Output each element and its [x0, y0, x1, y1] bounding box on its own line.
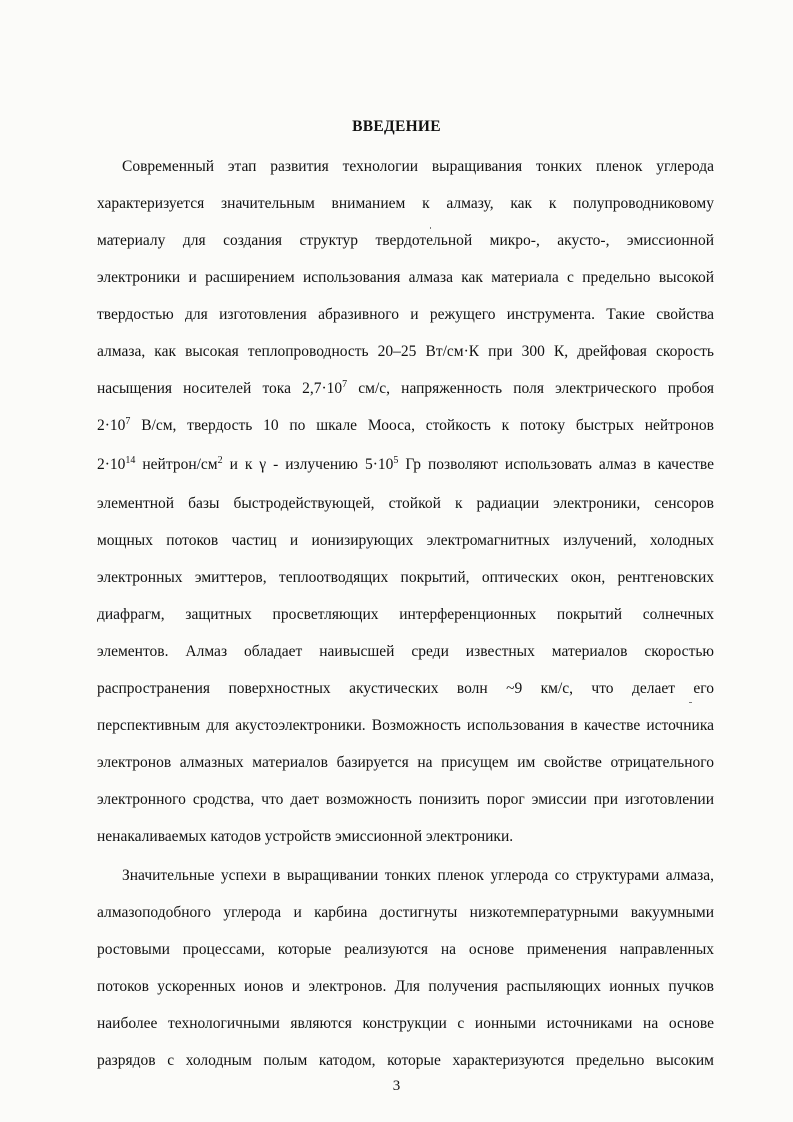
text-segment: 2·10 [97, 417, 126, 434]
text-line: разрядов с холодным полым катодом, которые характеризуются предельно высоким [97, 1052, 714, 1069]
text-line: мощных потоков частиц и ионизирующих электромагнитных излучений, холодных [97, 532, 714, 549]
text-line: наиболее технологичными являются конструкции с ионными источниками на основе [97, 1015, 714, 1032]
text-line: распространения поверхностных акустических волн ~9 км/с, что делает его [97, 680, 714, 697]
superscript: 14 [125, 454, 136, 466]
text-line [97, 455, 714, 475]
superscript: 2 [217, 454, 223, 466]
text-segment: нейтрон/см [135, 456, 218, 473]
superscript: 7 [342, 378, 348, 390]
text-line: элементной базы быстродействующей, стойкой к радиации электроники, сенсоров [97, 495, 714, 512]
text-line [97, 379, 714, 399]
page-title: ВВЕДЕНИЕ [352, 118, 441, 135]
text-line: материалу для создания структур твердотельной микро-, акусто-, эмиссионной [97, 232, 714, 249]
superscript: 5 [393, 454, 399, 466]
scan-artifact [689, 702, 692, 703]
text-line: ростовыми процессами, которые реализуются на основе применения направленных [97, 941, 714, 958]
text-line [97, 416, 714, 436]
text-line: электроники и расширением использования алмаза как материала с предельно высокой [97, 269, 714, 286]
text-segment: Гр позволяют использовать алмаз в качестве [398, 456, 714, 473]
page-number: 3 [392, 1078, 401, 1094]
text-segment: насыщения носителей тока 2,7·10 [97, 380, 343, 397]
text-line: Современный этап развития технологии выращивания тонких пленок углерода [122, 158, 714, 175]
scan-artifact [430, 227, 431, 229]
text-line: Значительные успехи в выращивании тонких пленок углерода со структурами алмаза, [122, 867, 714, 884]
text-segment: см/с, напряженность поля электрического пробоя [347, 380, 714, 397]
text-line: элементов. Алмаз обладает наивысшей среди известных материалов скоростью [97, 643, 714, 660]
text-line: потоков ускоренных ионов и электронов. Для получения распыляющих ионных пучков [97, 978, 714, 995]
text-segment: и к γ - излучению 5·10 [222, 456, 394, 473]
text-segment: В/см, твердость 10 по шкале Мооса, стойкость к потоку быстрых нейтронов [130, 417, 714, 434]
text-line: электронного сродства, что дает возможность понизить порог эмиссии при изготовлении [97, 791, 714, 808]
text-line: характеризуется значительным вниманием к алмазу, как к полупроводниковому [97, 195, 714, 212]
text-line: перспективным для акустоэлектроники. Возможность использования в качестве источника [97, 717, 714, 734]
text-line: диафрагм, защитных просветляющих интерференционных покрытий солнечных [97, 606, 714, 623]
text-line: алмаза, как высокая теплопроводность 20–25 Вт/см·К при 300 К, дрейфовая скорость [97, 343, 714, 360]
text-line: ненакаливаемых катодов устройств эмиссионной электроники. [97, 828, 514, 845]
text-segment: 2·10 [97, 456, 126, 473]
text-line: алмазоподобного углерода и карбина достигнуты низкотемпературными вакуумными [97, 904, 714, 921]
text-line: твердостью для изготовления абразивного и режущего инструмента. Такие свойства [97, 306, 714, 323]
superscript: 7 [125, 415, 131, 427]
text-line: электронов алмазных материалов базируется на присущем им свойстве отрицательного [97, 754, 714, 771]
text-line: электронных эмиттеров, теплоотводящих покрытий, оптических окон, рентгеновских [97, 569, 714, 586]
